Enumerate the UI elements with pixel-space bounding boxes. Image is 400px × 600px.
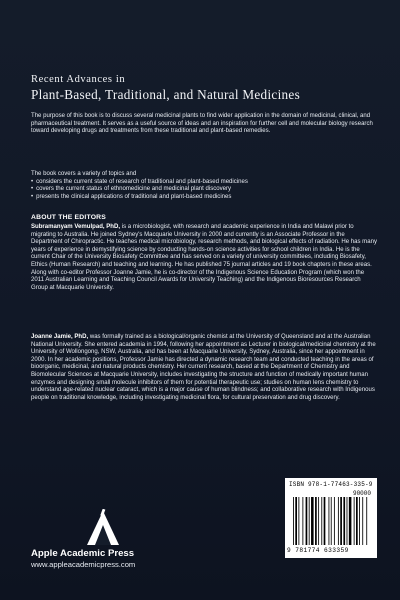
editor-bio [31, 334, 377, 402]
topics-list [31, 179, 377, 202]
about-editors-heading: ABOUT THE EDITORS [31, 214, 107, 221]
isbn-barcode [285, 478, 377, 558]
apple-academic-press-logo-icon [86, 509, 120, 552]
isbn-number: ISBN 978-1-77463-335-9 [289, 481, 373, 488]
topics-lead: The book covers a variety of topics and [31, 171, 137, 177]
series-title-line2: Plant-Based, Traditional, and Natural Medicines [31, 87, 301, 102]
editor-name: Joanne Jamie, PhD, [31, 334, 89, 340]
topic-item: • presents the clinical applications of traditional and plant-based medicines [31, 194, 377, 202]
series-title [31, 73, 376, 103]
topic-item: • covers the current status of ethnomedicine and medicinal plant discovery [31, 186, 377, 194]
publisher-name: Apple Academic Press [31, 548, 135, 559]
editor-bio [31, 224, 377, 292]
topic-item: • considers the current state of research of traditional and plant-based medicines [31, 179, 377, 187]
editor-name: Subramanyam Vemulpad, PhD, [31, 224, 121, 230]
editor-bio-text: is a microbiologist, with research and academic experience in India and Malawi prior to migrating to Australia. He joined Sydney's Macquarie University in 2000 and currently is an Associate Professor in the Department of Chiropractic. He teaches medical microbiology, research methods, and biological effects of radiation. He has many years of experience in demystifying science by conducting hands-on science activities for school children in India. He is the current Chair of the University Biosafety Committee and has served on a variety of university committees, including Biosafety, Ethics (Human Research) and teaching and learning. He has published 75 journal articles and 19 book chapters in these areas. Along with co-editor Professor Joanne Jamie, he is co-director of the Indigenous Science Education Program (which won the 2011 Australian Learning and Teaching Council Awards for University Teaching) and the Indigenous Bioresources Research Group at Macquarie University. [31, 224, 377, 291]
topics-block [31, 171, 377, 201]
price-code: 90000 [352, 490, 371, 497]
intro-paragraph: The purpose of this book is to discuss several medicinal plants to find wider application in the domain of medicinal, clinical, and pharmaceutical treatment. It serves as a useful source of ideas and an inspiration for further cell and molecular biology research toward developing drugs and treatments from these traditional and plant-based remedies. [31, 113, 373, 135]
barcode-bars [291, 497, 371, 545]
publisher-url[interactable]: www.appleacademicpress.com [31, 560, 136, 569]
editor-bio-text: was formally trained as a biological/organic chemist at the University of Queensland and at the Australian National University. She entered academia in 1994, following her appointment as Lecturer in biological/medicinal chemistry at the University of Wollongong, NSW, Australia, and has been at Macquarie University, Sydney, Australia, since her appointment in 2000. In her academic positions, Professor Jamie has directed a dynamic research team and conducted teaching in the areas of bioorganic, medicinal, and natural products chemistry. Her current research, based at the Department of Chemistry and Biomolecular Sciences at Macquarie University, includes investigating the structure and function of medically important human enzymes and designing small molecule inhibitors of them for potential therapeutic use; studies on human lens chemistry to understand age-related nuclear cataract, which is a major cause of human blindness; and collaborative research with Indigenous people on traditional knowledge, including investigating medicinal flora, for cultural preservation and drug discovery. [31, 334, 376, 401]
series-title-line1: Recent Advances in [31, 74, 126, 85]
ean-digits: 9 781774 633359 [287, 547, 349, 554]
